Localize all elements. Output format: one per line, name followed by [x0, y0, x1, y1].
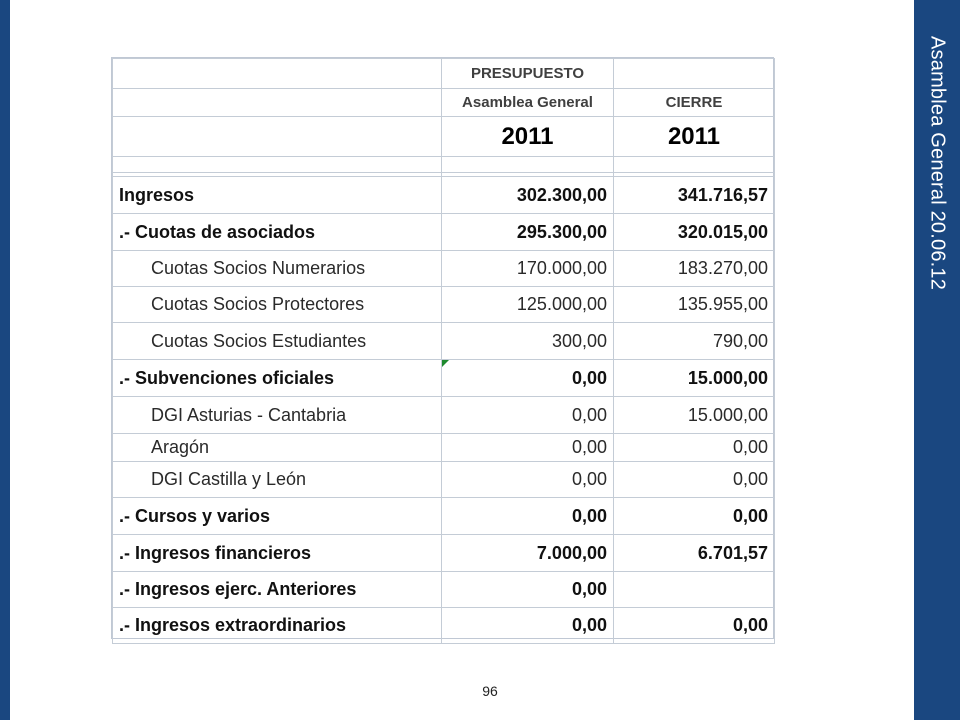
table-row [113, 608, 775, 644]
row-label: .- Subvenciones oficiales [113, 360, 442, 397]
header-year-row [113, 117, 775, 157]
header-year-cierre: 2011 [614, 117, 775, 157]
presupuesto-value: 302.300,00 [442, 177, 614, 214]
presupuesto-value: 0,00 [442, 498, 614, 535]
header-blank-cell [113, 89, 442, 117]
cierre-value: 341.716,57 [614, 177, 775, 214]
table-row [113, 214, 775, 251]
cierre-value: 320.015,00 [614, 214, 775, 251]
table-row [113, 287, 775, 323]
header-row-2 [113, 89, 775, 117]
row-label: .- Ingresos financieros [113, 535, 442, 572]
presupuesto-value: 170.000,00 [442, 251, 614, 287]
page-number: 96 [482, 683, 498, 699]
presupuesto-value: 0,00 [442, 572, 614, 608]
header-cierre: CIERRE [614, 89, 775, 117]
table-row [113, 397, 775, 434]
cierre-value: 183.270,00 [614, 251, 775, 287]
presupuesto-value: 0,00 [442, 608, 614, 644]
cierre-value: 0,00 [614, 434, 775, 462]
table-row [113, 498, 775, 535]
header-blank-cell [113, 59, 442, 89]
row-label: Cuotas Socios Estudiantes [113, 323, 442, 360]
presupuesto-value: 0,00 [442, 434, 614, 462]
cierre-value: 15.000,00 [614, 360, 775, 397]
header-blank-cell [614, 59, 775, 89]
presupuesto-value: 300,00 [442, 323, 614, 360]
spacer-row [113, 157, 775, 173]
header-year-presupuesto: 2011 [442, 117, 614, 157]
row-label: Cuotas Socios Protectores [113, 287, 442, 323]
header-blank-cell [113, 117, 442, 157]
presupuesto-value: 295.300,00 [442, 214, 614, 251]
table-row [113, 434, 775, 462]
cierre-value [614, 572, 775, 608]
row-label: Cuotas Socios Numerarios [113, 251, 442, 287]
presupuesto-value: 0,00 [442, 462, 614, 498]
side-title: Asamblea General 20.06.12 [926, 36, 949, 291]
table-row [113, 462, 775, 498]
presupuesto-value: 125.000,00 [442, 287, 614, 323]
row-label: Ingresos [113, 177, 442, 214]
left-accent-bar [0, 0, 10, 720]
table-row [113, 177, 775, 214]
side-title-container [914, 0, 960, 720]
header-asamblea-general: Asamblea General [442, 89, 614, 117]
row-label: .- Cuotas de asociados [113, 214, 442, 251]
presupuesto-value: 0,00 [442, 397, 614, 434]
budget-spreadsheet [111, 57, 774, 639]
cierre-value: 0,00 [614, 498, 775, 535]
cierre-value: 0,00 [614, 608, 775, 644]
cierre-value: 790,00 [614, 323, 775, 360]
presupuesto-value: 7.000,00 [442, 535, 614, 572]
row-label: DGI Asturias - Cantabria [113, 397, 442, 434]
cierre-value: 135.955,00 [614, 287, 775, 323]
presupuesto-value-text: 0,00 [571, 367, 607, 388]
header-presupuesto: PRESUPUESTO [442, 59, 614, 89]
cierre-value: 15.000,00 [614, 397, 775, 434]
row-label: .- Ingresos extraordinarios [113, 608, 442, 644]
table-row [113, 535, 775, 572]
header-row-1 [113, 59, 775, 89]
row-label: Aragón [113, 434, 442, 462]
table-row [113, 360, 775, 397]
presupuesto-value [442, 360, 614, 397]
row-label: .- Ingresos ejerc. Anteriores [113, 572, 442, 608]
comment-marker-icon [442, 360, 449, 367]
cierre-value: 6.701,57 [614, 535, 775, 572]
cierre-value: 0,00 [614, 462, 775, 498]
table-row [113, 572, 775, 608]
row-label: DGI Castilla y León [113, 462, 442, 498]
budget-table [112, 58, 775, 644]
row-label: .- Cursos y varios [113, 498, 442, 535]
table-row [113, 323, 775, 360]
table-row [113, 251, 775, 287]
